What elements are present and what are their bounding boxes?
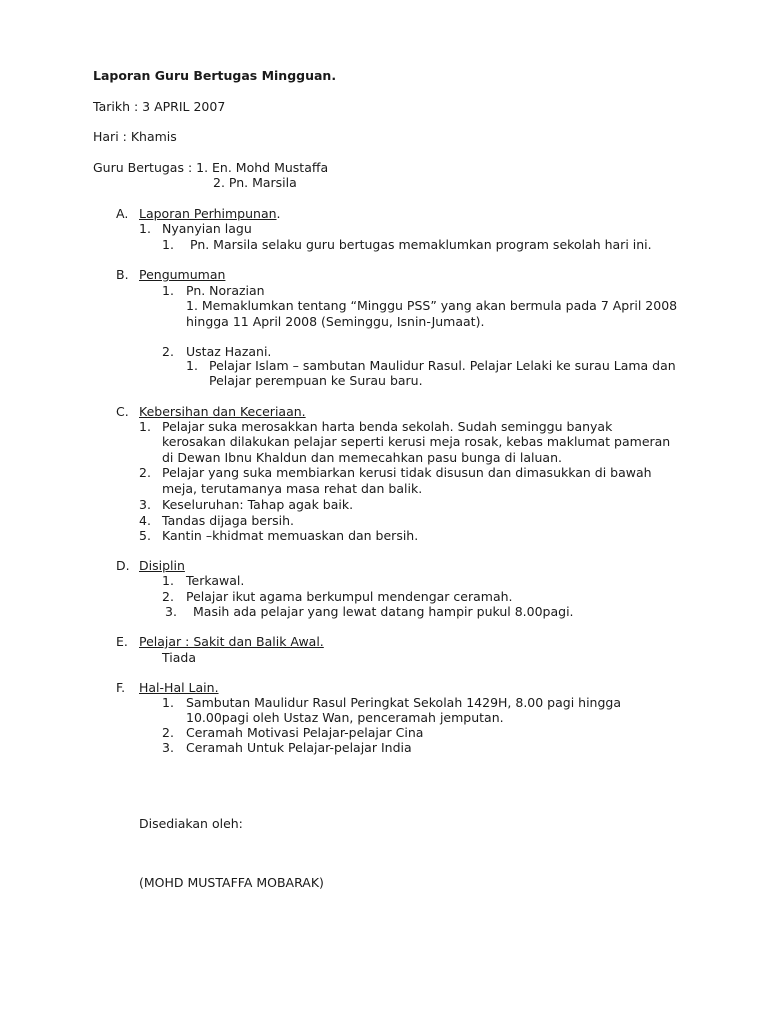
section-b-item1-number: 1. (162, 283, 174, 298)
section-e-marker: E. (116, 634, 128, 649)
document-title: Laporan Guru Bertugas Mingguan. (93, 68, 337, 83)
section-b-item2-sub-number: 1. (186, 358, 198, 373)
duty-teachers-line: Guru Bertugas : 1. En. Mohd Mustaffa (93, 160, 329, 175)
section-c-item4-number: 4. (139, 513, 151, 528)
signatory-name: (MOHD MUSTAFFA MOBARAK) (139, 875, 324, 890)
section-f-item2-number: 2. (162, 725, 174, 740)
section-c-item2-number: 2. (139, 465, 151, 480)
section-e-heading: Pelajar : Sakit dan Balik Awal. (139, 634, 324, 649)
section-a-heading-tail: . (276, 206, 281, 221)
section-a-item-number: 1. (139, 221, 151, 236)
section-d-item1-number: 1. (162, 573, 174, 588)
section-d-item3-text: Masih ada pelajar yang lewat datang hampir pukul 8.00pagi. (193, 604, 574, 619)
section-e-body: Tiada (162, 650, 196, 665)
section-f-heading: Hal-Hal Lain. (139, 680, 219, 695)
section-c-heading: Kebersihan dan Keceriaan. (139, 404, 306, 419)
date-line: Tarikh : 3 APRIL 2007 (93, 99, 226, 114)
section-c-item1-text-cont2: di Dewan Ibnu Khaldun dan memecahkan pasu bunga di laluan. (162, 450, 562, 465)
section-f-item1-text-cont: 10.00pagi oleh Ustaz Wan, penceramah jemputan. (186, 710, 504, 725)
section-d-marker: D. (116, 558, 130, 573)
duty-teacher-second: 2. Pn. Marsila (213, 175, 297, 190)
section-b-heading: Pengumuman (139, 267, 226, 282)
section-b-item2-number: 2. (162, 344, 174, 359)
section-c-item4-text: Tandas dijaga bersih. (162, 513, 294, 528)
section-d-heading: Disiplin (139, 558, 185, 573)
section-b-marker: B. (116, 267, 129, 282)
section-b-item2-detail-cont: Pelajar perempuan ke Surau baru. (209, 373, 423, 388)
section-d-item2-text: Pelajar ikut agama berkumpul mendengar ceramah. (186, 589, 513, 604)
section-c-item1-text: Pelajar suka merosakkan harta benda sekolah. Sudah seminggu banyak (162, 419, 613, 434)
section-b-item1-detail: 1. Memaklumkan tentang “Minggu PSS” yang akan bermula pada 7 April 2008 (186, 298, 678, 313)
section-f-marker: F. (116, 680, 126, 695)
section-c-item1-text-cont: kerosakan dilakukan pelajar seperti kerusi meja rosak, kebas maklumat pameran (162, 434, 671, 449)
section-c-item2-text: Pelajar yang suka membiarkan kerusi tidak disusun dan dimasukkan di bawah (162, 465, 652, 480)
section-a-heading: Laporan Perhimpunan (139, 206, 277, 221)
section-d-item3-number: 3. (165, 604, 177, 619)
section-d-item2-number: 2. (162, 589, 174, 604)
section-a-item-text: Nyanyian lagu (162, 221, 252, 236)
section-c-item3-number: 3. (139, 497, 151, 512)
section-f-item3-number: 3. (162, 740, 174, 755)
section-f-item3-text: Ceramah Untuk Pelajar-pelajar India (186, 740, 412, 755)
section-c-marker: C. (116, 404, 129, 419)
section-f-item2-text: Ceramah Motivasi Pelajar-pelajar Cina (186, 725, 424, 740)
section-b-item2-detail: Pelajar Islam – sambutan Maulidur Rasul. Pelajar Lelaki ke surau Lama dan (209, 358, 676, 373)
section-b-item1-text: Pn. Norazian (186, 283, 265, 298)
section-b-item2-text: Ustaz Hazani. (186, 344, 272, 359)
section-c-item5-text: Kantin –khidmat memuaskan dan bersih. (162, 528, 419, 543)
section-f-item1-text: Sambutan Maulidur Rasul Peringkat Sekolah 1429H, 8.00 pagi hingga (186, 695, 622, 710)
prepared-by-label: Disediakan oleh: (139, 816, 243, 831)
section-c-item5-number: 5. (139, 528, 151, 543)
section-a-marker: A. (116, 206, 129, 221)
section-b-item1-detail-cont: hingga 11 April 2008 (Seminggu, Isnin-Jumaat). (186, 314, 485, 329)
section-d-item1-text: Terkawal. (186, 573, 245, 588)
section-c-item2-text-cont: meja, terutamanya masa rehat dan balik. (162, 481, 423, 496)
section-a-subitem-text: Pn. Marsila selaku guru bertugas memaklumkan program sekolah hari ini. (190, 237, 652, 252)
day-line: Hari : Khamis (93, 129, 177, 144)
section-c-item1-number: 1. (139, 419, 151, 434)
section-a-heading-line (139, 206, 281, 221)
section-a-subitem-number: 1. (162, 237, 174, 252)
section-c-item3-text: Keseluruhan: Tahap agak baik. (162, 497, 354, 512)
section-f-item1-number: 1. (162, 695, 174, 710)
